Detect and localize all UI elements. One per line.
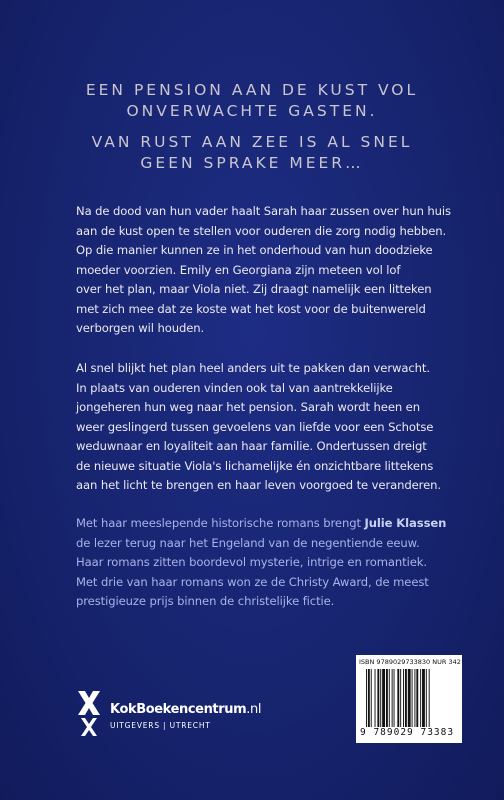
text-line: Op die manier kunnen ze in het onderhoud van hun doodzieke: [76, 243, 433, 257]
blurb-paragraph-2: [76, 359, 456, 496]
publisher-mark-icon: [76, 688, 102, 738]
tagline-2-line: GEEN SPRAKE MEER…: [140, 154, 364, 172]
text-line: met zich mee dat ze koste wat het kost voor de buitenwereld: [76, 301, 426, 316]
text-line: Haar romans zitten boordevol mysterie, intrige en romantiek.: [76, 555, 427, 569]
author-bio: [76, 514, 456, 612]
tagline-1-line: ONVERWACHTE GASTEN.: [126, 102, 378, 120]
tagline-2: [0, 132, 504, 174]
author-name: Julie Klassen: [364, 516, 447, 530]
text-line: weer geslingerd tussen gevoelens van liefde voor een Schotse: [76, 419, 434, 434]
tagline-1: [0, 80, 504, 122]
isbn-label: ISBN 9789029733830 NUR 342: [359, 658, 461, 666]
isbn-barcode: [356, 655, 462, 743]
text-line: Na de dood van hun vader haalt Sarah haar zussen over hun huis: [76, 204, 451, 218]
text-line: aan de kust open te stellen voor ouderen die zorg nodig hebben.: [76, 223, 447, 238]
text-line: weduwnaar en loyaliteit aan haar familie. Ondertussen dreigt: [76, 439, 427, 453]
publisher-name: [110, 702, 261, 717]
text-line: Al snel blijkt het plan heel anders uit te pakken dan verwacht.: [76, 361, 430, 375]
tagline-1-line: EEN PENSION AAN DE KUST VOL: [85, 81, 419, 99]
blurb-paragraph-1: [76, 202, 456, 339]
publisher-name-bold: KokBoekencentrum: [110, 702, 247, 717]
text-line: de nieuwe situatie Viola's lichamelijke én onzichtbare littekens: [76, 458, 434, 473]
text-line: [76, 514, 456, 534]
text-line: jongeheren hun weg naar het pension. Sarah wordt heen en: [76, 400, 420, 414]
bio-text: Met haar meeslepende historische romans brengt: [76, 516, 365, 530]
text-line: aan het licht te brengen en haar leven voorgoed te veranderen.: [76, 478, 441, 492]
publisher-subtitle: UITGEVERS | UTRECHT: [110, 721, 211, 730]
barcode-bars: [366, 669, 456, 727]
barcode-digits: 9 789029 73383: [360, 727, 455, 738]
text-line: de lezer terug naar het Engeland van de negentiende eeuw.: [76, 535, 420, 550]
text-line: verborgen wil houden.: [76, 321, 205, 335]
publisher-domain: .nl: [246, 702, 262, 717]
text-line: prestigieuze prijs binnen de christelijke fictie.: [76, 594, 335, 608]
text-line: Met drie van haar romans won ze de Christy Award, de meest: [76, 574, 429, 589]
text-line: over het plan, maar Viola niet. Zij draagt namelijk een litteken: [76, 282, 432, 296]
text-line: In plaats van ouderen vinden ook tal van aantrekkelijke: [76, 380, 393, 395]
tagline-2-line: VAN RUST AAN ZEE IS AL SNEL: [91, 133, 413, 151]
text-line: moeder voorzien. Emily en Georgiana zijn meteen vol lof: [76, 262, 401, 277]
